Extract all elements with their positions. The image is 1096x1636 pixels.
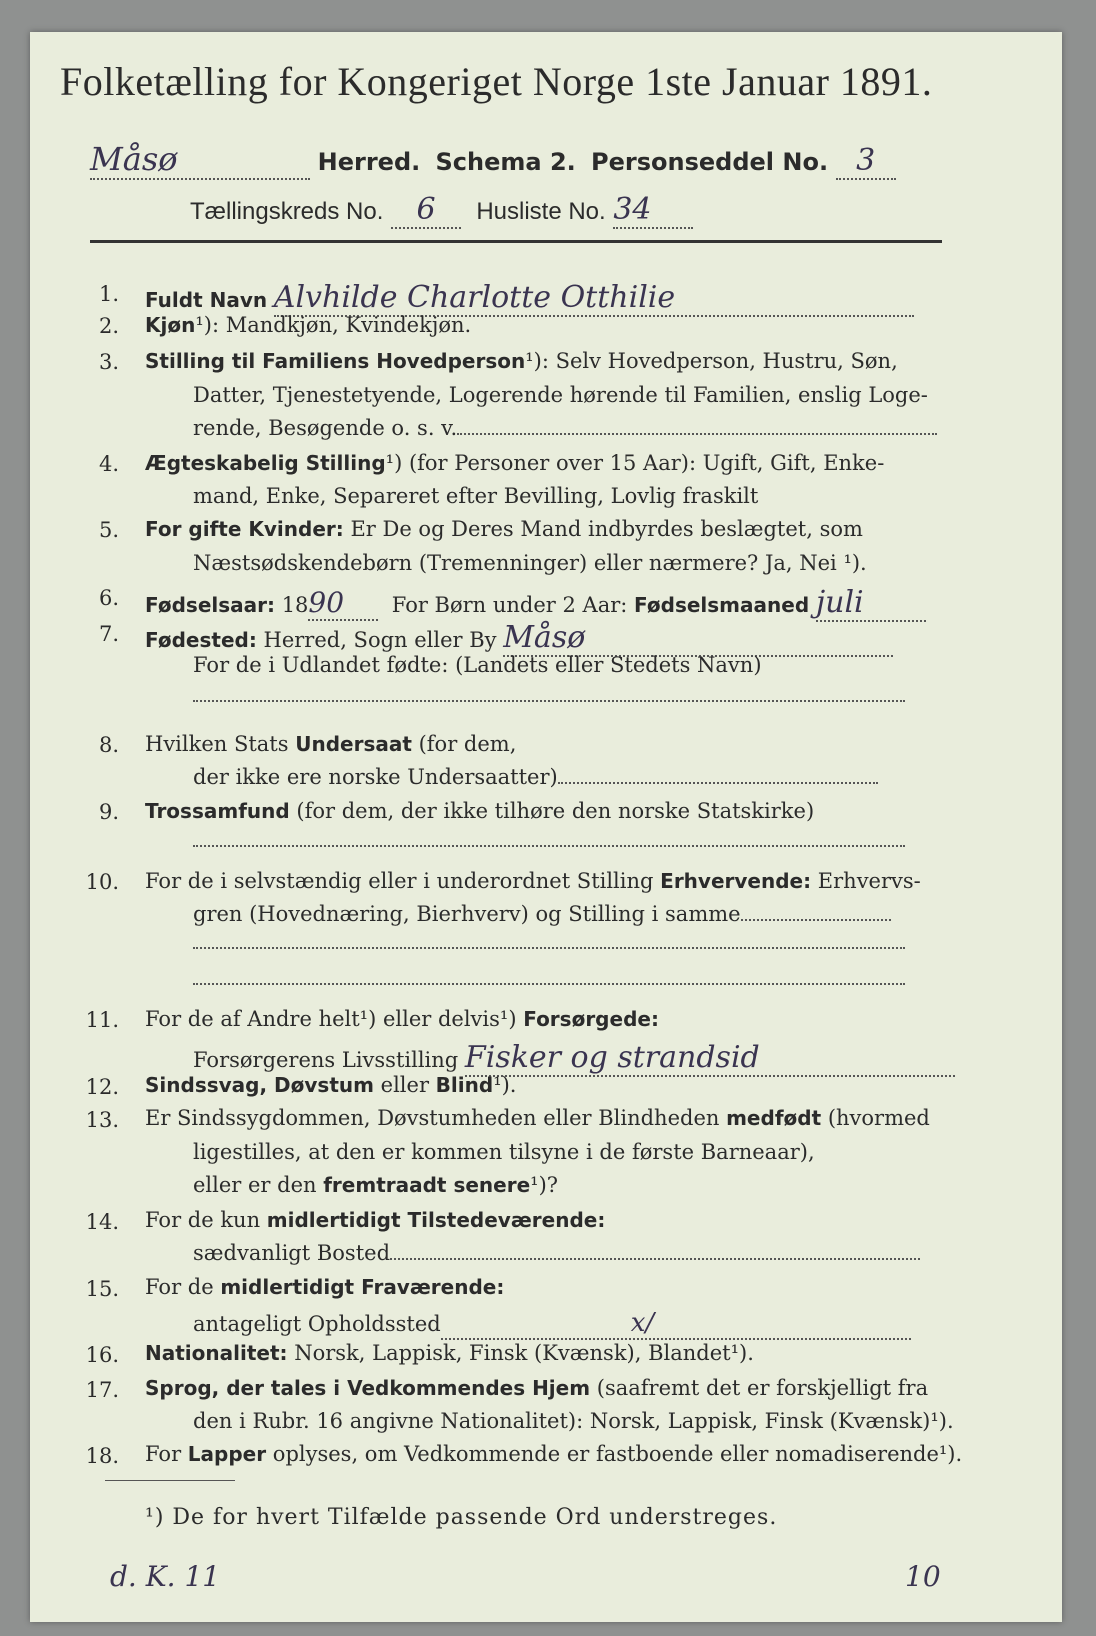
footnote: ¹) De for hvert Tilfælde passende Ord understreges. <box>145 1505 778 1530</box>
onset-label: fremtraadt senere <box>323 1173 531 1197</box>
presumed-residence-mark: x/ <box>630 1308 655 1338</box>
item-11-line1 <box>145 1007 659 1031</box>
item-11-line2 <box>193 1040 955 1077</box>
occupation-line-2 <box>193 983 905 985</box>
onset-text: eller er den <box>193 1173 317 1197</box>
provider-occupation-handwritten: Fisker og strandsid <box>465 1040 955 1077</box>
usual-residence-text: sædvanligt Bosted <box>193 1241 391 1265</box>
item-12 <box>145 1073 516 1097</box>
lapps-text-b: oplyses, om Vedkommende er fastboende eller nomadiserende¹). <box>272 1442 963 1466</box>
tk-label: Tællingskreds No. <box>190 198 384 225</box>
full-name-label: Fuldt Navn <box>145 288 268 312</box>
item-14-line2 <box>193 1241 920 1265</box>
personseddel-label: Personseddel No. <box>591 148 829 176</box>
husliste-label: Husliste No. <box>476 198 606 225</box>
under-two-text: For Børn under 2 Aar: <box>391 593 628 617</box>
bottom-right-handwriting: 10 <box>905 1560 941 1593</box>
husliste-number: 34 <box>613 192 693 229</box>
birthplace-options: Herred, Sogn eller By <box>263 628 497 652</box>
full-name-handwritten: Alvhilde Charlotte Otthilie <box>274 280 914 317</box>
temporary-present-text: For de kun <box>145 1208 261 1232</box>
item-10-line2 <box>193 902 891 926</box>
sex-options: ¹): Mandkjøn, Kvindekjøn. <box>195 313 472 337</box>
provider-occupation-text: Forsørgerens Livsstilling <box>193 1048 459 1072</box>
citizenship-text-b: (for dem, <box>418 732 517 756</box>
congenital-text-a: Er Sindssygdommen, Døvstumheden eller Blindheden <box>145 1106 720 1130</box>
item-number-13: 13. <box>85 1108 119 1132</box>
blind-label: Blind <box>435 1073 494 1097</box>
item-number-10: 10. <box>85 870 119 894</box>
item-6 <box>145 585 926 622</box>
citizenship-text-2: der ikke ere norske Undersaatter) <box>193 765 558 789</box>
item-3-line1 <box>145 349 898 373</box>
birth-month-handwritten: juli <box>816 585 926 622</box>
tk-number: 6 <box>391 192 461 229</box>
marital-status-label: Ægteskabelig Stilling <box>145 451 386 475</box>
item-number-8: 8. <box>98 733 119 757</box>
nationality-label: Nationalitet: <box>145 1341 288 1365</box>
birthplace-label: Fødested: <box>145 628 257 652</box>
item-13-line1 <box>145 1106 930 1130</box>
married-women-text-1: Er De og Deres Mand indbyrdes beslægtet, som <box>350 517 863 541</box>
family-position-label: Stilling til Familiens Hovedperson <box>145 349 526 373</box>
item-number-11: 11. <box>85 1008 119 1032</box>
temporary-absent-text: For de <box>145 1275 214 1299</box>
item-7-line1 <box>145 620 893 657</box>
congenital-text-b: (hvormed <box>827 1106 930 1130</box>
birth-year-handwritten: 90 <box>308 586 378 621</box>
footnote-rule <box>105 1480 235 1481</box>
item-4-line1 <box>145 451 884 475</box>
item-number-15: 15. <box>85 1277 119 1301</box>
herred-label: Herred. <box>317 148 421 176</box>
language-label: Sprog, der tales i Vedkommendes Hjem <box>145 1376 591 1400</box>
item-number-3: 3. <box>98 350 119 374</box>
item-4-line2: mand, Enke, Separeret efter Bevilling, Lovlig fraskilt <box>193 484 759 508</box>
citizenship-text-a: Hvilken Stats <box>145 732 289 756</box>
occupation-line-1 <box>193 947 905 949</box>
item-number-12: 12. <box>85 1075 119 1099</box>
supported-label: Forsørgede: <box>523 1007 659 1031</box>
birth-month-label: Fødselsmaaned <box>634 593 810 617</box>
birth-year-label: Fødselsaar: <box>145 593 275 617</box>
nationality-options: Norsk, Lappisk, Finsk (Kvænsk), Blandet¹). <box>294 1341 754 1365</box>
item-9 <box>145 799 814 823</box>
birthplace-abroad-line <box>193 700 905 702</box>
occupation-text-b: Erhvervs- <box>817 869 921 893</box>
temporary-absent-label: midlertidigt Fraværende: <box>220 1275 505 1299</box>
occupation-label: Erhvervende: <box>660 869 812 893</box>
item-8-line2 <box>193 765 878 789</box>
item-3-line3 <box>193 416 937 440</box>
item-number-16: 16. <box>85 1343 119 1367</box>
item-number-17: 17. <box>85 1378 119 1402</box>
lapps-label: Lapper <box>187 1442 267 1466</box>
item-18 <box>145 1442 962 1466</box>
presumed-residence-text: antageligt Opholdssted <box>193 1312 441 1336</box>
bottom-left-handwriting: d. K. 11 <box>110 1560 221 1593</box>
herred-handwritten: Måsø <box>90 140 178 178</box>
form-title: Folketælling for Kongeriget Norge 1ste Januar 1891. <box>60 59 933 104</box>
item-17-line2: den i Rubr. 16 angivne Nationalitet): Norsk, Lappisk, Finsk (Kvænsk)¹). <box>193 1409 954 1433</box>
family-position-options-3: rende, Besøgende o. s. v. <box>193 416 458 440</box>
item-8-line1 <box>145 732 516 756</box>
disability-or: eller <box>380 1073 429 1097</box>
item-number-14: 14. <box>85 1210 119 1234</box>
schema-label: Schema 2. <box>435 148 576 176</box>
item-13-line3 <box>193 1173 558 1197</box>
item-number-5: 5. <box>98 518 119 542</box>
religion-text: (for dem, der ikke tilhøre den norske Statskirke) <box>296 799 815 823</box>
disability-label: Sindssvag, Døvstum <box>145 1073 374 1097</box>
sex-label: Kjøn <box>145 313 196 337</box>
item-3-line2: Datter, Tjenestetyende, Logerende hørende til Familien, enslig Loge- <box>193 383 928 407</box>
personseddel-number: 3 <box>836 143 896 180</box>
temporary-present-label: midlertidigt Tilstedeværende: <box>266 1208 606 1232</box>
item-5-line2: Næstsødskendebørn (Tremenninger) eller nærmere? Ja, Nei ¹). <box>193 551 867 575</box>
item-14-line1 <box>145 1208 605 1232</box>
occupation-text-a: For de i selvstændig eller i underordnet Stilling <box>145 869 654 893</box>
item-number-4: 4. <box>98 452 119 476</box>
item-number-7: 7. <box>98 622 119 646</box>
item-13-line2: ligestilles, at den er kommen tilsyne i de første Barneaar), <box>193 1140 815 1164</box>
item-17-line1 <box>145 1376 928 1400</box>
language-text-1: (saafremt det er forskjelligt fra <box>596 1376 929 1400</box>
kreds-row <box>190 192 693 229</box>
onset-tail: ¹)? <box>530 1173 559 1197</box>
birth-year-prefix: 18 <box>281 593 309 617</box>
item-10-line1 <box>145 869 921 893</box>
item-15-line2 <box>193 1308 911 1340</box>
item-number-1: 1. <box>98 282 119 306</box>
religion-line <box>193 845 905 847</box>
item-number-9: 9. <box>98 800 119 824</box>
citizenship-label: Undersaat <box>295 732 412 756</box>
family-position-options-1: ¹): Selv Hovedperson, Hustru, Søn, <box>525 349 898 373</box>
occupation-text-2: gren (Hovednæring, Bierhverv) og Stilling i samme <box>193 902 741 926</box>
disability-tail: ¹). <box>493 1073 517 1097</box>
birthplace-handwritten: Måsø <box>503 620 893 657</box>
header-rule <box>90 240 942 243</box>
item-number-18: 18. <box>85 1444 119 1468</box>
item-number-2: 2. <box>98 314 119 338</box>
item-15-line1 <box>145 1275 504 1299</box>
item-5-line1 <box>145 517 863 541</box>
item-7-line2: For de i Udlandet fødte: (Landets eller Stedets Navn) <box>193 653 762 677</box>
lapps-text-a: For <box>145 1442 182 1466</box>
religion-label: Trossamfund <box>145 799 290 823</box>
congenital-label: medfødt <box>726 1106 822 1130</box>
herred-row <box>90 140 896 180</box>
item-1 <box>145 280 914 317</box>
item-2 <box>145 313 471 337</box>
item-number-6: 6. <box>98 586 119 610</box>
marital-status-text-1: ¹) (for Personer over 15 Aar): Ugift, Gift, Enke- <box>385 451 885 475</box>
supported-text: For de af Andre helt¹) eller delvis¹) <box>145 1007 517 1031</box>
item-16 <box>145 1341 754 1365</box>
married-women-label: For gifte Kvinder: <box>145 517 344 541</box>
